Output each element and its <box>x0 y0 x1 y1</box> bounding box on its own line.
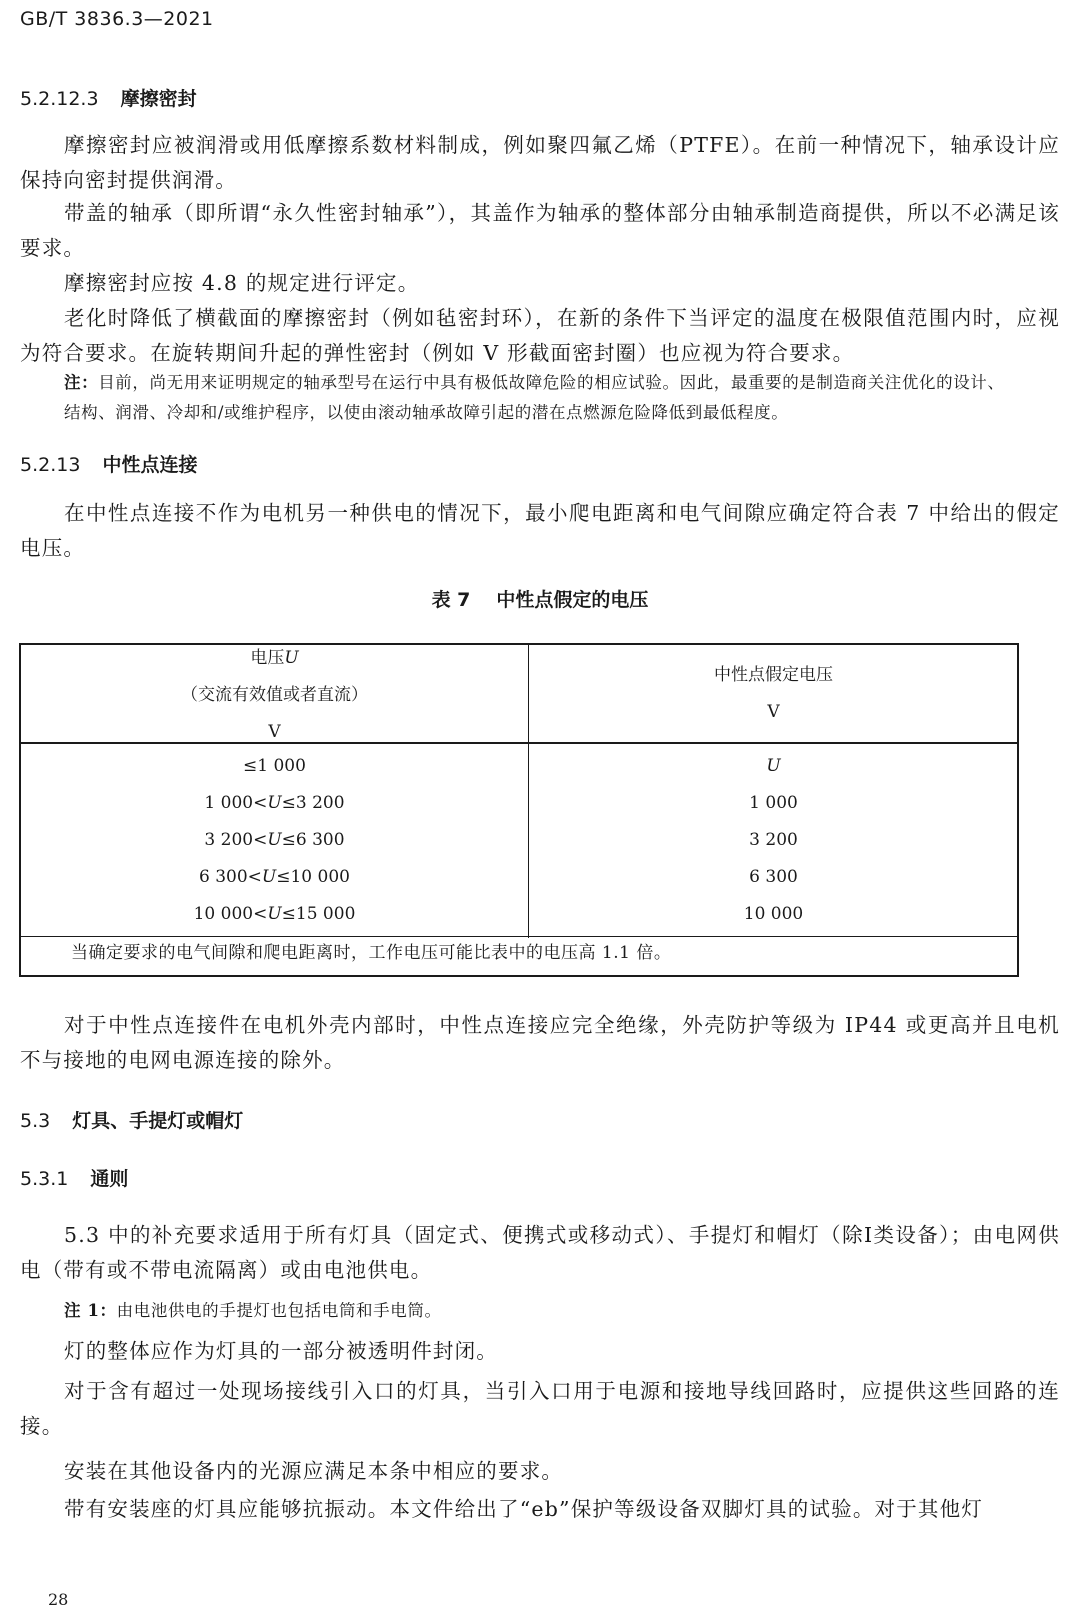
paragraph: 对于中性点连接件在电机外壳内部时，中性点连接应完全绝缘，外壳防护等级为 IP44 或更高并且电机不与接地的电网电源连接的除外。 <box>20 1013 1060 1072</box>
section-title: 摩擦密封 <box>120 88 197 110</box>
table-cell-voltage-range <box>21 748 528 785</box>
range-lower: 1 000< <box>204 793 268 813</box>
paragraph: 摩擦密封应被润滑或用低摩擦系数材料制成，例如聚四氟乙烯（PTFE）。在前一种情况下，轴承设计应保持向密封提供润滑。 <box>20 133 1060 192</box>
header-text: 电压 <box>250 648 285 668</box>
note-text: 目前，尚无用来证明规定的轴承型号在运行中具有极低故障危险的相应试验。因此，最重要的是制造商关注优化的设计、结构、润滑、冷却和/或维护程序，以使由滚动轴承故障引起的潜在点燃源危险降低到最低程度。 <box>64 373 1005 422</box>
section-number: 5.2.12.3 <box>20 88 99 110</box>
table-title: 中性点假定的电压 <box>496 589 649 611</box>
note <box>64 368 1019 428</box>
note-text: 由电池供电的手提灯也包括电筒和手电筒。 <box>116 1301 442 1320</box>
section-title: 通则 <box>90 1168 129 1190</box>
table-cell-voltage-range <box>21 785 528 822</box>
table-cell-voltage-range <box>21 859 528 896</box>
note <box>64 1296 1060 1326</box>
range-lower: 3 200< <box>204 830 268 850</box>
section-title: 灯具、手提灯或帽灯 <box>72 1110 244 1132</box>
paragraph: 灯的整体应作为灯具的一部分被透明件封闭。 <box>64 1339 498 1363</box>
range-variable: U <box>267 830 282 850</box>
header-variable: U <box>284 648 299 668</box>
range-lower: ≤1 000 <box>243 756 306 776</box>
paragraph: 安装在其他设备内的光源应满足本条中相应的要求。 <box>64 1459 564 1483</box>
range-variable: U <box>261 867 277 887</box>
range-lower: 10 000< <box>193 904 268 924</box>
standard-code: GB/T 3836.3—2021 <box>20 8 214 30</box>
section-heading-5-3-1 <box>20 1164 128 1191</box>
header-unit: V <box>268 722 281 742</box>
section-heading-5-2-13 <box>20 450 197 477</box>
table-header-assumed-voltage <box>528 657 1019 731</box>
table-cell-assumed-voltage: 6 300 <box>749 867 798 887</box>
section-heading-5-3 <box>20 1106 243 1133</box>
section-number: 5.3 <box>20 1110 51 1132</box>
section-number: 5.3.1 <box>20 1168 69 1190</box>
table-header-voltage <box>21 640 528 751</box>
table-7 <box>19 643 1019 977</box>
page-number: 28 <box>48 1590 69 1609</box>
table-cell-assumed-voltage: 1 000 <box>749 793 798 813</box>
section-number: 5.2.13 <box>20 454 81 476</box>
note-label: 注 1： <box>64 1301 117 1320</box>
paragraph: 5.3 中的补充要求适用于所有灯具（固定式、便携式或移动式）、手提灯和帽灯（除Ⅰ类设备）；由电网供电（带有或不带电流隔离）或由电池供电。 <box>20 1223 1060 1282</box>
range-variable: U <box>267 793 282 813</box>
table-cell-assumed-voltage: 3 200 <box>749 830 798 850</box>
paragraph: 摩擦密封应按 4.8 的规定进行评定。 <box>64 271 420 295</box>
range-upper: ≤6 300 <box>281 830 345 850</box>
range-variable: U <box>267 904 282 924</box>
paragraph: 对于含有超过一处现场接线引入口的灯具，当引入口用于电源和接地导线回路时，应提供这些回路的连接。 <box>20 1379 1060 1438</box>
paragraph: 老化时降低了横截面的摩擦密封（例如毡密封环），在新的条件下当评定的温度在极限值范围内时，应视为符合要求。在旋转期间升起的弹性密封（例如 V 形截面密封圈）也应视为符合要求。 <box>20 306 1060 365</box>
footnote-divider <box>21 936 1017 937</box>
paragraph: 带盖的轴承（即所谓“永久性密封轴承”），其盖作为轴承的整体部分由轴承制造商提供，所以不必满足该要求。 <box>20 201 1060 260</box>
table-cell-assumed-voltage: 10 000 <box>743 904 804 924</box>
section-heading-5-2-12-3 <box>20 84 197 111</box>
note-label: 注： <box>64 373 99 392</box>
section-title: 中性点连接 <box>102 454 198 476</box>
table-footnote: 当确定要求的电气间隙和爬电距离时，工作电压可能比表中的电压高 1.1 倍。 <box>71 943 672 963</box>
table-cell-assumed-voltage: U <box>766 756 781 776</box>
table-cell-voltage-range <box>21 896 528 933</box>
paragraph: 在中性点连接不作为电机另一种供电的情况下，最小爬电距离和电气间隙应确定符合表 7 中给出的假定电压。 <box>20 501 1060 560</box>
header-text: 中性点假定电压 <box>714 665 833 685</box>
header-text: （交流有效值或者直流） <box>181 685 368 705</box>
range-upper: ≤3 200 <box>281 793 345 813</box>
range-upper: ≤10 000 <box>276 867 350 887</box>
range-upper: ≤15 000 <box>281 904 356 924</box>
paragraph: 带有安装座的灯具应能够抗振动。本文件给出了“eb”保护等级设备双脚灯具的试验。对于其他灯 <box>64 1497 984 1521</box>
table-cell-voltage-range <box>21 822 528 859</box>
table-caption <box>0 585 1080 612</box>
range-lower: 6 300< <box>199 867 262 887</box>
table-number: 表 7 <box>431 589 471 611</box>
header-unit: V <box>767 702 780 722</box>
